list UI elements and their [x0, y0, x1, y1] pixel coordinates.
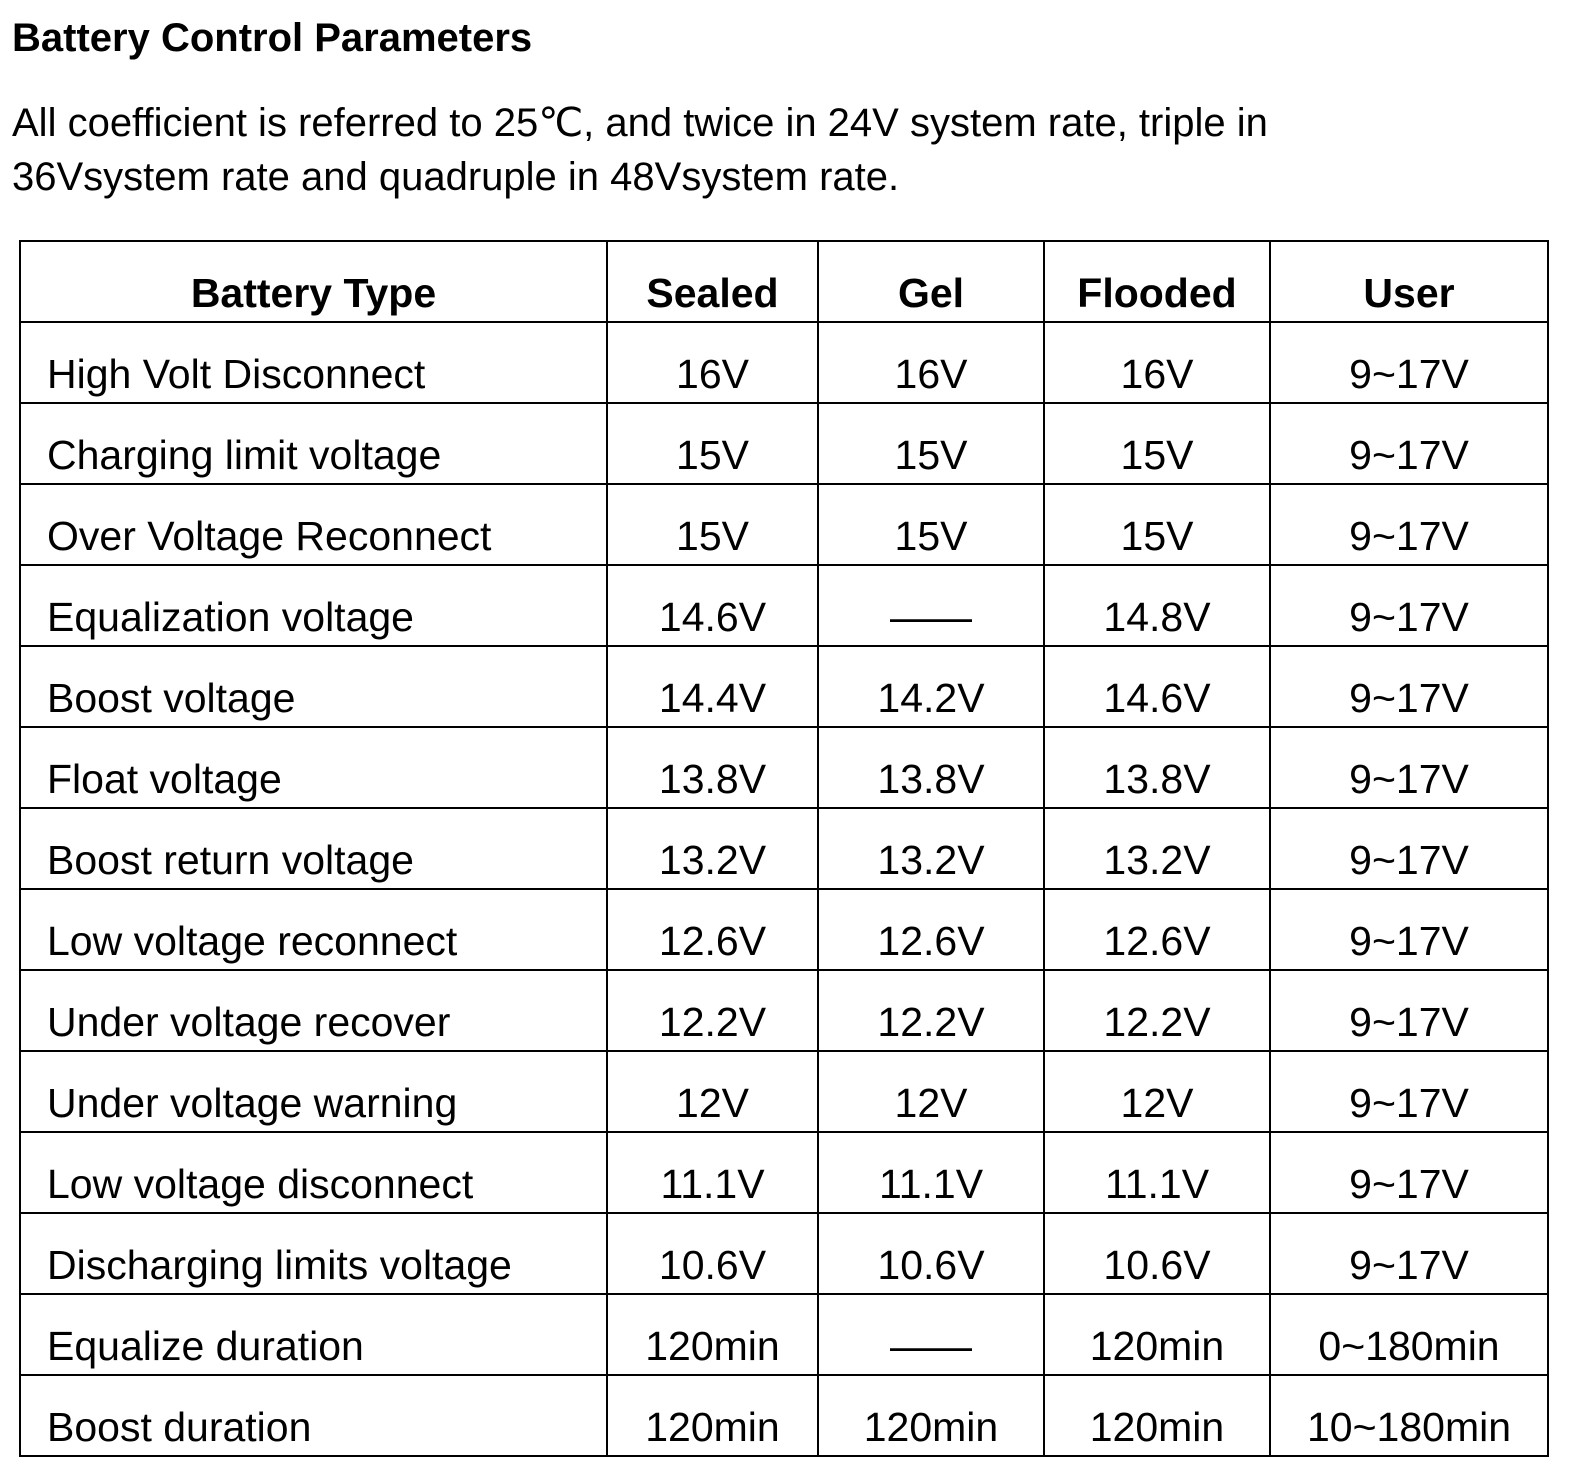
- table-row: [20, 970, 1548, 1051]
- value-cell-user: 9~17V: [1270, 646, 1548, 727]
- parameter-name-cell: Charging limit voltage: [20, 403, 607, 484]
- value-cell-sealed: 12.2V: [607, 970, 818, 1051]
- value-cell-user: 9~17V: [1270, 727, 1548, 808]
- value-cell-flooded: 13.2V: [1044, 808, 1270, 889]
- table-row: [20, 1375, 1548, 1456]
- value-cell-flooded: 16V: [1044, 322, 1270, 403]
- header-user: User: [1270, 241, 1548, 322]
- value-cell-gel: 12V: [818, 1051, 1044, 1132]
- parameter-name-cell: Low voltage reconnect: [20, 889, 607, 970]
- value-cell-user: 9~17V: [1270, 403, 1548, 484]
- parameter-name-cell: Discharging limits voltage: [20, 1213, 607, 1294]
- parameter-name-cell: Low voltage disconnect: [20, 1132, 607, 1213]
- parameter-name-cell: Over Voltage Reconnect: [20, 484, 607, 565]
- table-body: [20, 322, 1548, 1456]
- value-cell-flooded: 11.1V: [1044, 1132, 1270, 1213]
- value-cell-flooded: 10.6V: [1044, 1213, 1270, 1294]
- value-cell-user: 9~17V: [1270, 322, 1548, 403]
- table-row: [20, 889, 1548, 970]
- value-cell-flooded: 15V: [1044, 403, 1270, 484]
- value-cell-user: 9~17V: [1270, 808, 1548, 889]
- value-cell-user: 9~17V: [1270, 1132, 1548, 1213]
- header-battery-type: Battery Type: [20, 241, 607, 322]
- value-cell-gel: 12.6V: [818, 889, 1044, 970]
- parameter-name-cell: Under voltage recover: [20, 970, 607, 1051]
- value-cell-user: 9~17V: [1270, 1213, 1548, 1294]
- value-cell-sealed: 14.6V: [607, 565, 818, 646]
- value-cell-user: 9~17V: [1270, 970, 1548, 1051]
- value-cell-user: 9~17V: [1270, 565, 1548, 646]
- value-cell-flooded: 13.8V: [1044, 727, 1270, 808]
- value-cell-gel: 16V: [818, 322, 1044, 403]
- value-cell-gel: 15V: [818, 403, 1044, 484]
- value-cell-user: 9~17V: [1270, 889, 1548, 970]
- value-cell-user: 9~17V: [1270, 1051, 1548, 1132]
- header-sealed: Sealed: [607, 241, 818, 322]
- parameter-name-cell: Equalize duration: [20, 1294, 607, 1375]
- value-cell-sealed: 15V: [607, 484, 818, 565]
- battery-parameters-table: [19, 240, 1549, 1457]
- parameter-name-cell: Under voltage warning: [20, 1051, 607, 1132]
- table-row: [20, 1051, 1548, 1132]
- value-cell-sealed: 13.8V: [607, 727, 818, 808]
- value-cell-gel: 13.2V: [818, 808, 1044, 889]
- table-row: [20, 1132, 1548, 1213]
- value-cell-gel: 120min: [818, 1375, 1044, 1456]
- value-cell-flooded: 14.8V: [1044, 565, 1270, 646]
- value-cell-sealed: 12V: [607, 1051, 818, 1132]
- value-cell-flooded: 12V: [1044, 1051, 1270, 1132]
- parameter-name-cell: Boost return voltage: [20, 808, 607, 889]
- table-row: [20, 1294, 1548, 1375]
- value-cell-gel: 11.1V: [818, 1132, 1044, 1213]
- table-row: [20, 565, 1548, 646]
- value-cell-sealed: 11.1V: [607, 1132, 818, 1213]
- table-row: [20, 1213, 1548, 1294]
- parameter-name-cell: Equalization voltage: [20, 565, 607, 646]
- value-cell-flooded: 120min: [1044, 1375, 1270, 1456]
- header-gel: Gel: [818, 241, 1044, 322]
- value-cell-flooded: 14.6V: [1044, 646, 1270, 727]
- value-cell-sealed: 10.6V: [607, 1213, 818, 1294]
- parameter-name-cell: High Volt Disconnect: [20, 322, 607, 403]
- page-heading: Battery Control Parameters: [12, 16, 533, 60]
- value-cell-gel: 12.2V: [818, 970, 1044, 1051]
- value-cell-sealed: 120min: [607, 1375, 818, 1456]
- value-cell-gel: ——: [818, 565, 1044, 646]
- table-row: [20, 322, 1548, 403]
- value-cell-sealed: 16V: [607, 322, 818, 403]
- value-cell-flooded: 15V: [1044, 484, 1270, 565]
- value-cell-user: 0~180min: [1270, 1294, 1548, 1375]
- value-cell-gel: 10.6V: [818, 1213, 1044, 1294]
- table-row: [20, 727, 1548, 808]
- value-cell-gel: ——: [818, 1294, 1044, 1375]
- value-cell-sealed: 120min: [607, 1294, 818, 1375]
- value-cell-gel: 15V: [818, 484, 1044, 565]
- header-flooded: Flooded: [1044, 241, 1270, 322]
- table-row: [20, 808, 1548, 889]
- value-cell-user: 10~180min: [1270, 1375, 1548, 1456]
- intro-line: 36Vsystem rate and quadruple in 48Vsystem rate.: [12, 155, 900, 199]
- table-row: [20, 646, 1548, 727]
- table-row: [20, 403, 1548, 484]
- value-cell-gel: 14.2V: [818, 646, 1044, 727]
- intro-paragraph: [12, 96, 1552, 204]
- table-row: [20, 484, 1548, 565]
- value-cell-flooded: 12.2V: [1044, 970, 1270, 1051]
- value-cell-sealed: 15V: [607, 403, 818, 484]
- parameter-name-cell: Float voltage: [20, 727, 607, 808]
- parameter-name-cell: Boost voltage: [20, 646, 607, 727]
- table-header-row: [20, 241, 1548, 322]
- value-cell-sealed: 12.6V: [607, 889, 818, 970]
- value-cell-sealed: 13.2V: [607, 808, 818, 889]
- intro-line: All coefficient is referred to 25℃, and twice in 24V system rate, triple in: [12, 101, 1268, 145]
- value-cell-flooded: 12.6V: [1044, 889, 1270, 970]
- value-cell-user: 9~17V: [1270, 484, 1548, 565]
- parameter-name-cell: Boost duration: [20, 1375, 607, 1456]
- value-cell-flooded: 120min: [1044, 1294, 1270, 1375]
- value-cell-gel: 13.8V: [818, 727, 1044, 808]
- value-cell-sealed: 14.4V: [607, 646, 818, 727]
